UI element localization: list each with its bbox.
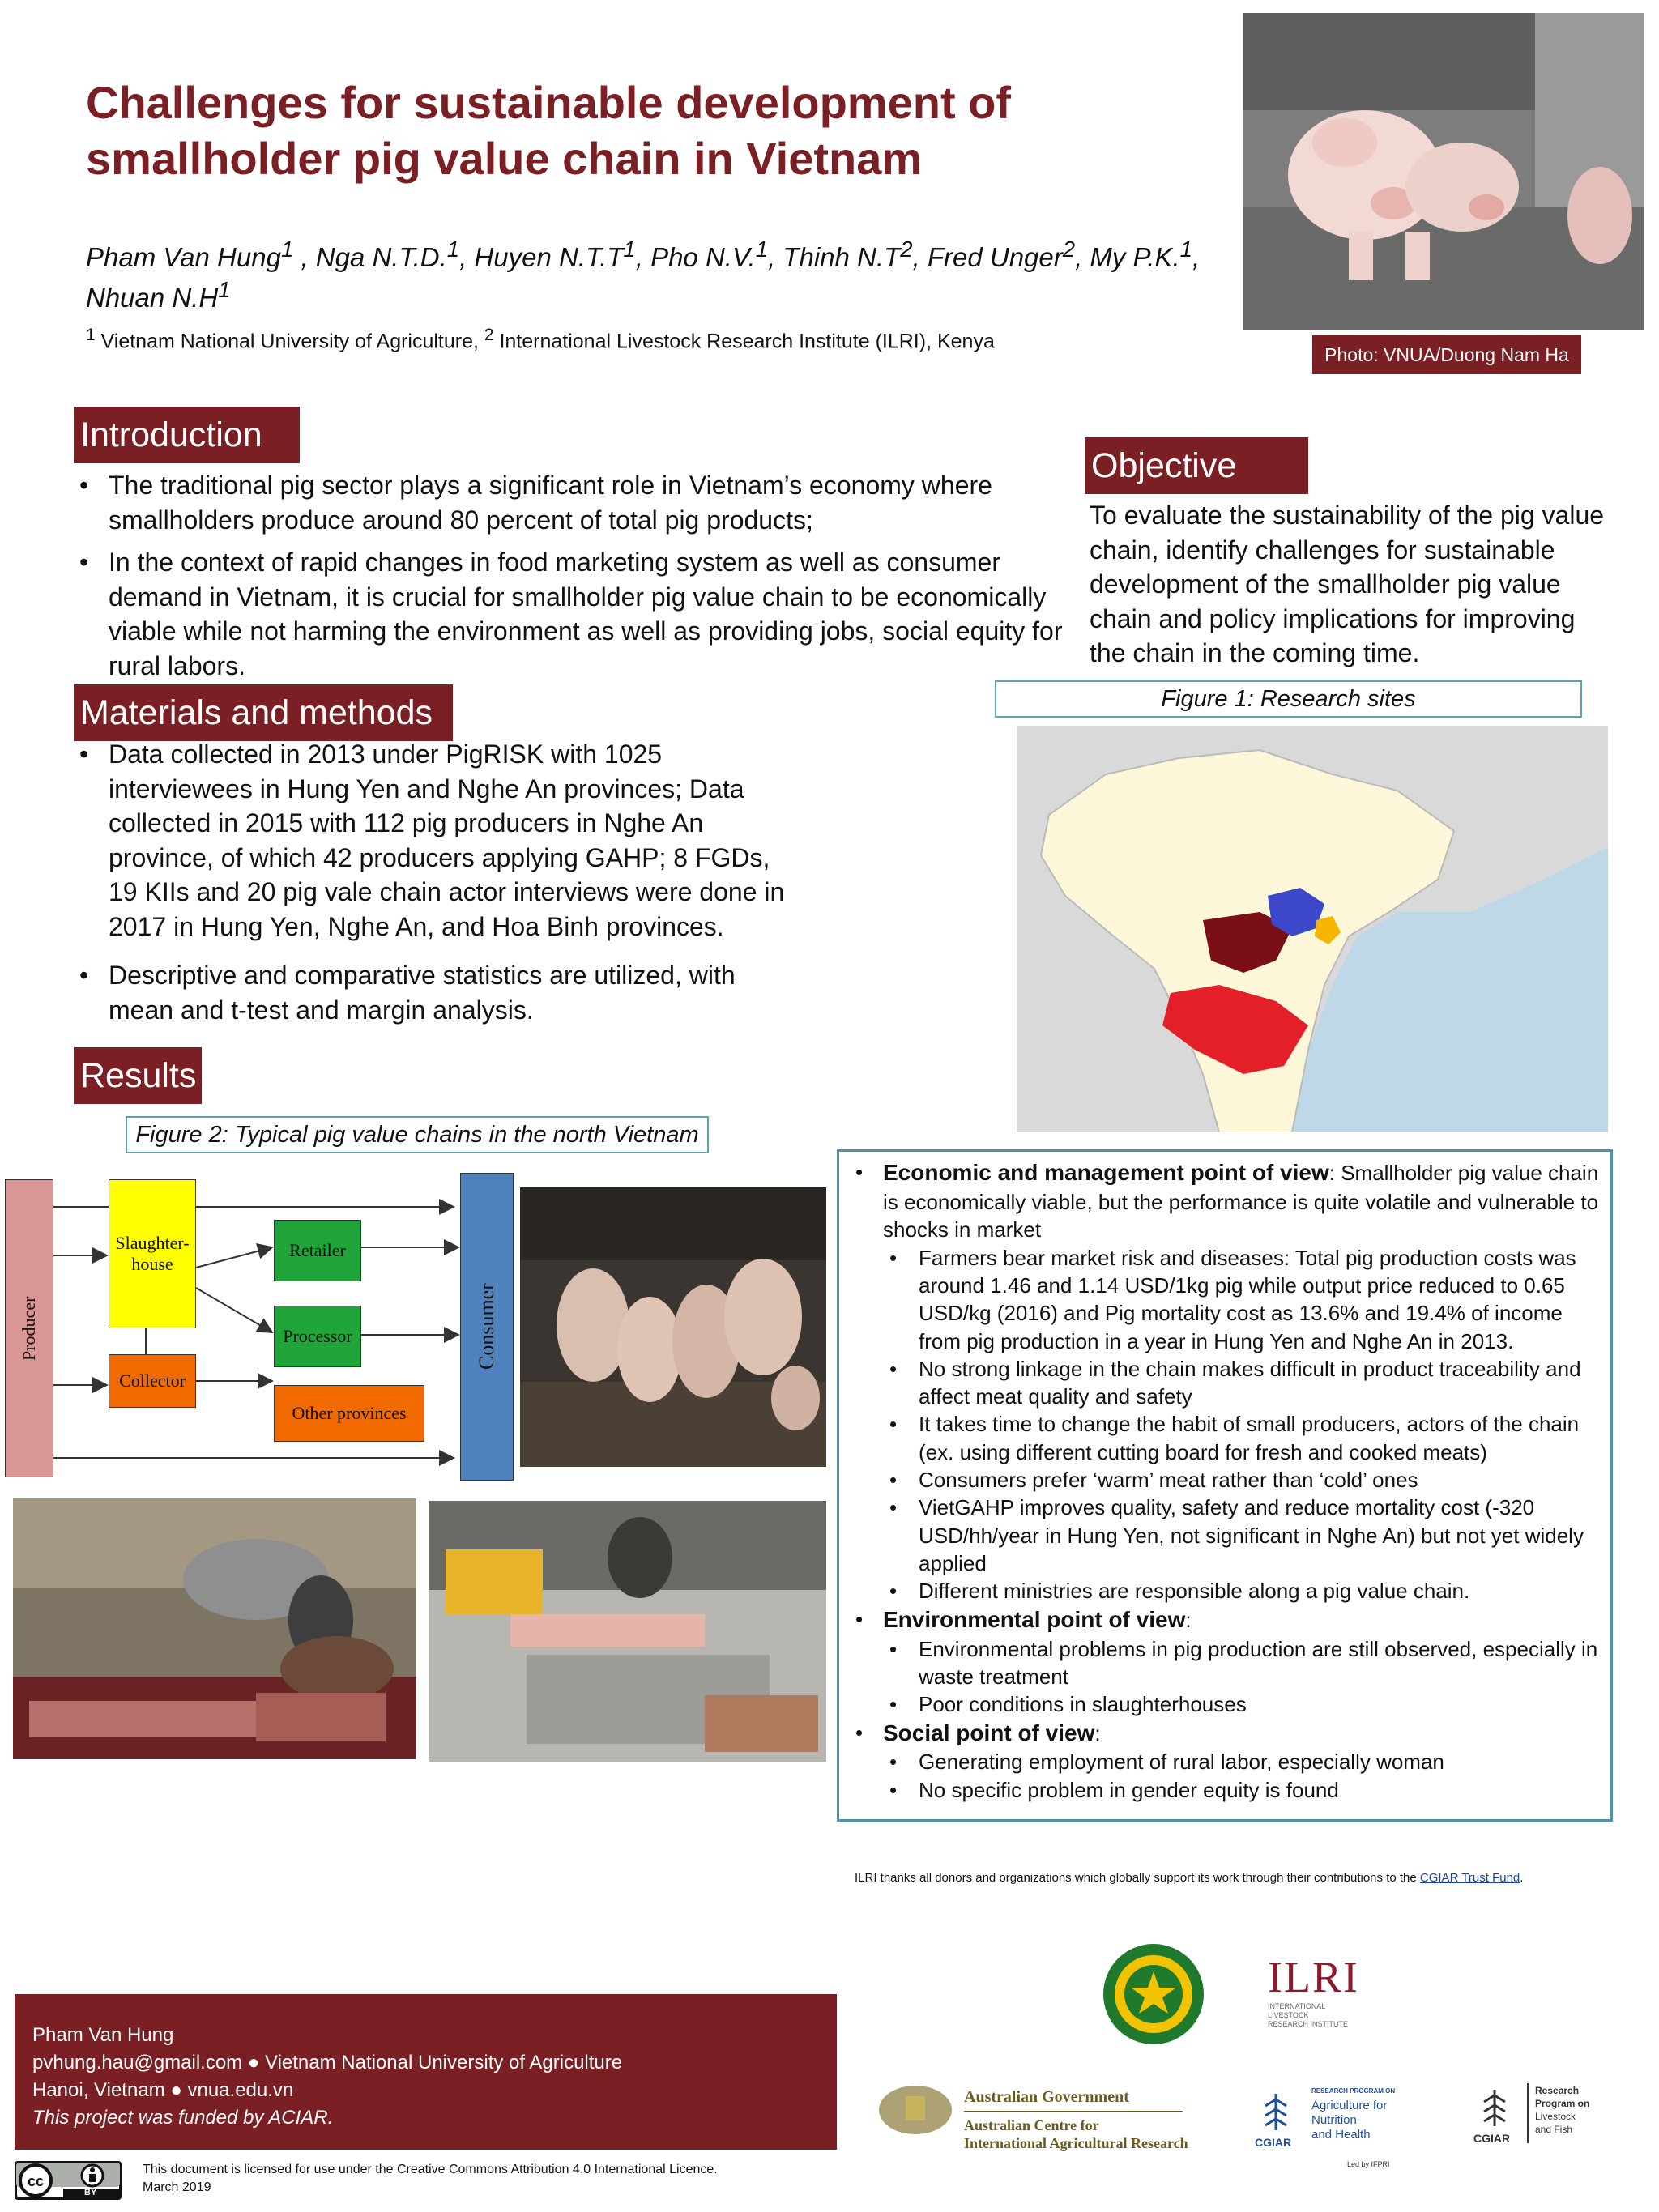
acknowledgement: ILRI thanks all donors and organizations which globally support its work through their contributions to the CGIAR Trust Fund. xyxy=(855,1871,1524,1885)
introduction-heading: Introduction xyxy=(74,407,300,463)
author: Huyen N.T.T xyxy=(474,242,624,272)
list-item: • Consumers prefer ‘warm’ meat rather than ‘cold’ ones xyxy=(851,1466,1599,1494)
ilri-logo xyxy=(1268,1952,1365,2041)
author-list: Pham Van Hung$^1$ , Nga N.T.D.$^1$, Huyen $N.T.T^1$, Pho N.V.$^1$, Thinh $N.T^2$, Fred Unger$^2$, My P.K.$^1$, Nhuan $N.H^1$ xyxy=(86,237,1201,313)
list-item: • Poor conditions in slaughterhouses xyxy=(851,1690,1599,1718)
cc-by-badge xyxy=(15,2161,122,2200)
aus-gov-text: Australian Government xyxy=(964,2088,1129,2106)
lf-line4: and Fish xyxy=(1535,2124,1573,2135)
list-item: • VietGAHP improves quality, safety and reduce mortality cost (-320 USD/hh/year in Hung Yen, not significant in Nghe An) but not yet widely applied xyxy=(851,1494,1599,1577)
a4nh-line2: Nutrition xyxy=(1311,2113,1357,2127)
a4nh-logo xyxy=(1252,2086,1405,2175)
author: Thinh N.T xyxy=(783,242,901,272)
other-provinces-box: Other provinces xyxy=(274,1385,424,1442)
ilri-wordmark: ILRI xyxy=(1268,1953,1359,2001)
methods-heading: Materials and methods xyxy=(74,684,453,741)
floor-photo-illustration xyxy=(429,1501,826,1762)
producer-box: Producer xyxy=(5,1179,53,1477)
cgiar-label: CGIAR xyxy=(1473,2132,1511,2145)
poster-title xyxy=(86,75,1204,187)
map-illustration xyxy=(1017,726,1608,1132)
cc-icon xyxy=(15,2161,122,2200)
results-findings-box xyxy=(837,1149,1613,1822)
title-line-2: smallholder pig value chain in Vietnam xyxy=(86,133,923,185)
title-line-1: Challenges for sustainable development of xyxy=(86,77,1012,128)
list-item: • No specific problem in gender equity is found xyxy=(851,1776,1599,1804)
author: My P.K. xyxy=(1090,242,1180,272)
meat-photo-illustration xyxy=(13,1498,416,1759)
cgiar-wheat-icon xyxy=(1474,2086,1515,2130)
contact-footer xyxy=(15,1994,837,2150)
funding-note: This project was funded by ACIAR. xyxy=(32,2107,334,2129)
pigs-photo-illustration xyxy=(520,1187,826,1467)
pig-photo-illustration xyxy=(1243,13,1644,330)
a4nh-line1: Agriculture for xyxy=(1311,2099,1388,2112)
list-item: • Environmental problems in pig production are still observed, especially in waste treatment xyxy=(851,1635,1599,1691)
cc-by-label: BY xyxy=(84,2188,97,2197)
findings-list xyxy=(851,1158,1599,1804)
contact-name: Pham Van Hung xyxy=(32,2024,174,2046)
author: Pham Van Hung xyxy=(86,242,281,272)
list-item: • In the context of rapid changes in food marketing system as well as consumer demand in Vietnam, it is crucial for smallholder pig value chain to be economically viable while not harming the environment as well as providing jobs, social equity for rural labors. xyxy=(75,545,1071,683)
contact-email-line: pvhung.hau@gmail.com ● Vietnam National University of Agriculture xyxy=(32,2052,623,2073)
meat-cutting-photo xyxy=(13,1498,416,1759)
list-item: • It takes time to change the habit of small producers, actors of the chain (ex. using different cutting board for fresh and cooked meats) xyxy=(851,1410,1599,1466)
livestock-fish-logo xyxy=(1470,2082,1600,2154)
author: Pho N.V. xyxy=(650,242,756,272)
ilri-subtitle: INTERNATIONAL LIVESTOCK RESEARCH INSTITUTE xyxy=(1268,2002,1349,2028)
collector-box: Collector xyxy=(109,1354,196,1408)
retailer-box: Retailer xyxy=(274,1220,361,1281)
license-note: This document is licensed for use under the Creative Commons Attribution 4.0 International Licence. March 2019 xyxy=(143,2163,718,2195)
methods-list xyxy=(75,737,787,1027)
introduction-list xyxy=(75,468,1071,683)
a4nh-small: RESEARCH PROGRAM ON xyxy=(1311,2087,1396,2095)
a4nh-line3: and Health xyxy=(1311,2128,1371,2142)
slaughterhouse-box: Slaughter-house xyxy=(109,1179,196,1328)
list-item: • Generating employment of rural labor, especially woman xyxy=(851,1748,1599,1775)
list-item: • Farmers bear market risk and diseases: Total pig production costs was around 1.46 and 1.14 USD/1kg pig while output price reduced to 0.65 USD/kg (2016) and Pig mortality cost as 13.6% and 19.4% of income from pig production in a year in Hung Yen and Nghe An in 2013. xyxy=(851,1244,1599,1355)
economic-item: • Economic and management point of view: Smallholder pig value chain is economically viable, but the performance is quite volatile and vulnerable to shocks in market • Farmers bear market risk and diseases: Total pig production costs was around 1.46 and 1.14 USD/1kg pig while output price reduced to 0.65 USD/kg (2016) and Pig mortality cost as 13.6% and 19.4% of income from pig production in a year in Hung Yen and Nghe An in 2013. • No strong linkage in the chain makes difficult in product traceability and affect meat quality and safety • It takes time to change the habit of small producers, actors of the chain (ex. using different cutting board for fresh and cooked meats) • Consumers prefer ‘warm’ meat rather than ‘cold’ ones • VietGAHP improves quality, safety and reduce mortality cost (-320 USD/hh/year in Hung Yen, not significant in Nghe An) but not yet widely applied • Different ministries are responsible along a pig value chain. xyxy=(851,1158,1599,1605)
contact-location-line: Hanoi, Vietnam ● vnua.edu.vn xyxy=(32,2079,294,2101)
processor-box: Processor xyxy=(274,1306,361,1367)
social-sublist xyxy=(851,1748,1599,1804)
svg-text:cc: cc xyxy=(27,2173,45,2189)
affiliations: $^1$ Vietnam National University of Agriculture, $^2$ International Livestock Research Institute (ILRI), Kenya xyxy=(86,326,995,353)
australian-government-logo xyxy=(875,2082,1191,2154)
slaughterhouse-floor-photo xyxy=(429,1501,826,1762)
research-sites-map xyxy=(1017,726,1608,1132)
list-item: • Data collected in 2013 under PigRISK with 1025 interviewees in Hung Yen and Nghe An provinces; Data collected in 2015 with 112 pig producers in Nghe An province, of which 42 producers applying GAHP; 8 FGDs, 19 KIIs and 20 pig vale chain actor interviews were done in 2017 in Hung Yen, Nghe An, and Hoa Binh provinces. xyxy=(75,737,787,944)
author: Nga N.T.D. xyxy=(315,242,447,272)
cgiar-label: CGIAR xyxy=(1255,2136,1292,2149)
author: Fred Unger xyxy=(927,242,1063,272)
lf-line2: Program on xyxy=(1535,2098,1590,2109)
economic-title: Economic and management point of view xyxy=(883,1160,1329,1185)
economic-sublist xyxy=(851,1244,1599,1605)
photo-credit: Photo: VNUA/Duong Nam Ha xyxy=(1312,335,1581,374)
social-item: • Social point of view: • Generating employment of rural labor, especially woman • No specific problem in gender equity is found xyxy=(851,1719,1599,1805)
aciar-line2: International Agricultural Research xyxy=(964,2135,1188,2151)
results-heading: Results xyxy=(74,1047,202,1104)
lf-line3: Livestock xyxy=(1535,2111,1576,2122)
objective-text: To evaluate the sustainability of the pig value chain, identify challenges for sustainable development of the smallholder pig value chain and policy implications for improving the chain in the coming time. xyxy=(1090,501,1605,668)
lf-line1: Research xyxy=(1535,2085,1580,2096)
aciar-line1: Australian Centre for xyxy=(964,2117,1099,2133)
divider xyxy=(1527,2083,1529,2143)
list-item: • Different ministries are responsible along a pig value chain. xyxy=(851,1577,1599,1605)
header-pig-photo xyxy=(1243,13,1644,330)
list-item: • The traditional pig sector plays a significant role in Vietnam’s economy where smallholders produce around 80 percent of total pig products; xyxy=(75,468,1071,537)
coat-of-arms-icon xyxy=(875,2082,956,2138)
figure2-caption: Figure 2: Typical pig value chains in the north Vietnam xyxy=(126,1116,709,1153)
divider xyxy=(964,2111,1183,2112)
social-title: Social point of view xyxy=(883,1720,1095,1745)
objective-heading: Objective xyxy=(1085,437,1308,494)
list-item: • No strong linkage in the chain makes difficult in product traceability and affect meat quality and safety xyxy=(851,1355,1599,1411)
vnua-seal-icon xyxy=(1102,1942,1205,2046)
pigs-pen-photo xyxy=(520,1187,826,1467)
environmental-title: Environmental point of view xyxy=(883,1606,1186,1632)
environmental-sublist xyxy=(851,1635,1599,1719)
cgiar-trust-fund-link[interactable]: CGIAR Trust Fund xyxy=(1419,1871,1520,1885)
list-item: • Descriptive and comparative statistics are utilized, with mean and t-test and margin analysis. xyxy=(75,958,787,1027)
a4nh-led-by: Led by IFPRI xyxy=(1347,2160,1390,2168)
figure1-caption: Figure 1: Research sites xyxy=(995,680,1582,718)
author: Nhuan N.H xyxy=(86,282,219,313)
vnua-logo xyxy=(1102,1942,1205,2046)
consumer-box: Consumer xyxy=(460,1173,514,1481)
environmental-item: • Environmental point of view: • Environmental problems in pig production are still observed, especially in waste treatment • Poor conditions in slaughterhouses xyxy=(851,1605,1599,1719)
cgiar-wheat-icon xyxy=(1256,2090,1296,2134)
